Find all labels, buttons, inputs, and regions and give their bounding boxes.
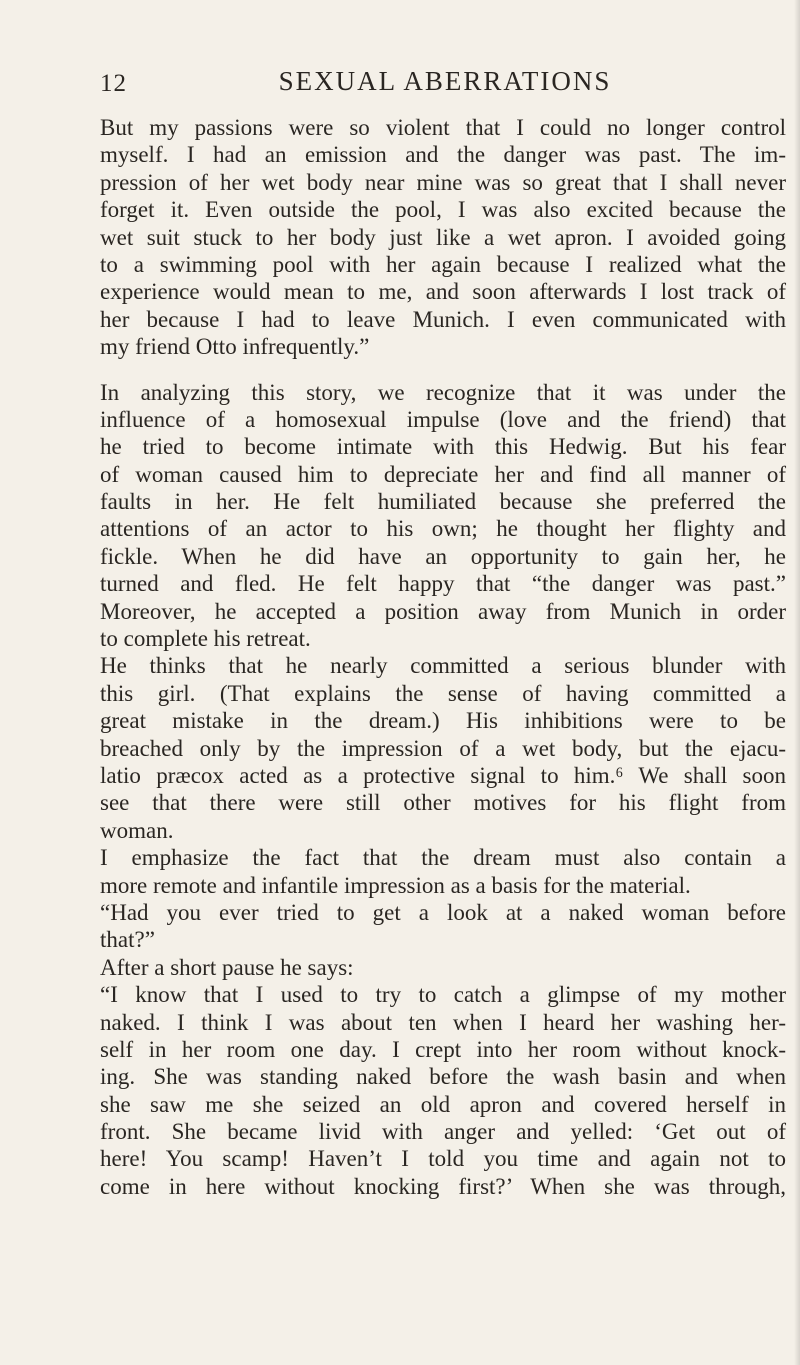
text-line: ing. She was standing naked before the wash basin and when [100, 1064, 786, 1090]
text-line: turned and fled. He felt happy that “the danger was past.” [100, 571, 786, 597]
text-line: naked. I think I was about ten when I heard her washing her- [100, 1009, 786, 1035]
page-edge-shadow [794, 0, 800, 1365]
text-line: woman. [100, 817, 174, 843]
text-line: In analyzing this story, we recognize that it was under the [100, 379, 786, 405]
text-line: After a short pause he says: [100, 954, 354, 980]
text-line: forget it. Even outside the pool, I was also excited because the [100, 197, 786, 223]
text-line: But my passions were so violent that I could no longer control [100, 115, 786, 140]
paragraph [100, 379, 786, 653]
text-line: he tried to become intimate with this Hedwig. But his fear [100, 434, 786, 460]
text-line: influence of a homosexual impulse (love and the friend) that [100, 406, 786, 432]
text-line: of woman caused him to depreciate her and find all manner of [100, 461, 786, 487]
text-line: more remote and infantile impression as a basis for the material. [100, 872, 691, 898]
text-line: faults in her. He felt humiliated because she preferred the [100, 489, 786, 515]
text-line: she saw me she seized an old apron and covered herself in [100, 1091, 786, 1117]
text-line: myself. I had an emission and the danger was past. The im- [100, 142, 786, 168]
text-line: come in here without knocking first?’ When she was through, [100, 1173, 786, 1199]
text-line: latio præcox acted as a protective signal to him.⁶ We shall soon [100, 762, 786, 788]
text-line: to complete his retreat. [100, 626, 311, 652]
text-line: breached only by the impression of a wet body, but the ejacu- [100, 735, 786, 761]
paragraph-gap [100, 361, 786, 379]
text-line: “I know that I used to try to catch a glimpse of my mother [100, 982, 786, 1008]
text-line: self in her room one day. I crept into her room without knock- [100, 1036, 786, 1062]
text-line: pression of her wet body near mine was so great that I shall never [100, 169, 786, 195]
paragraph [100, 844, 786, 899]
text-line: here! You scamp! Haven’t I told you time and again not to [100, 1146, 786, 1172]
running-title: SEXUAL ABERRATIONS [278, 66, 612, 96]
text-line: wet suit stuck to her body just like a wet apron. I avoided going [100, 224, 786, 250]
paragraph [100, 114, 786, 361]
text-line: He thinks that he nearly committed a serious blunder with [100, 653, 786, 679]
text-line: that?” [100, 927, 155, 953]
text-line: “Had you ever tried to get a look at a naked woman before [100, 899, 786, 925]
text-line: to a swimming pool with her again because I realized what the [100, 251, 786, 277]
paragraph [100, 899, 786, 954]
body-text [100, 114, 786, 1200]
text-line: great mistake in the dream.) His inhibitions were to be [100, 708, 786, 734]
page-number: 12 [100, 70, 127, 97]
text-line: Moreover, he accepted a position away from Munich in order [100, 598, 786, 624]
text-line: her because I had to leave Munich. I even communicated with [100, 306, 786, 332]
text-line: front. She became livid with anger and yelled: ‘Get out of [100, 1119, 786, 1145]
paragraph [100, 954, 786, 981]
text-line: this girl. (That explains the sense of having committed a [100, 680, 786, 706]
text-line: attentions of an actor to his own; he thought her flighty and [100, 516, 786, 542]
text-line: my friend Otto infrequently.” [100, 334, 370, 360]
text-line: experience would mean to me, and soon afterwards I lost track of [100, 279, 786, 305]
paragraph [100, 981, 786, 1200]
paragraph [100, 652, 786, 844]
text-line: see that there were still other motives for his flight from [100, 790, 786, 816]
text-line: fickle. When he did have an opportunity to gain her, he [100, 543, 786, 569]
text-line: I emphasize the fact that the dream must also contain a [100, 845, 786, 871]
